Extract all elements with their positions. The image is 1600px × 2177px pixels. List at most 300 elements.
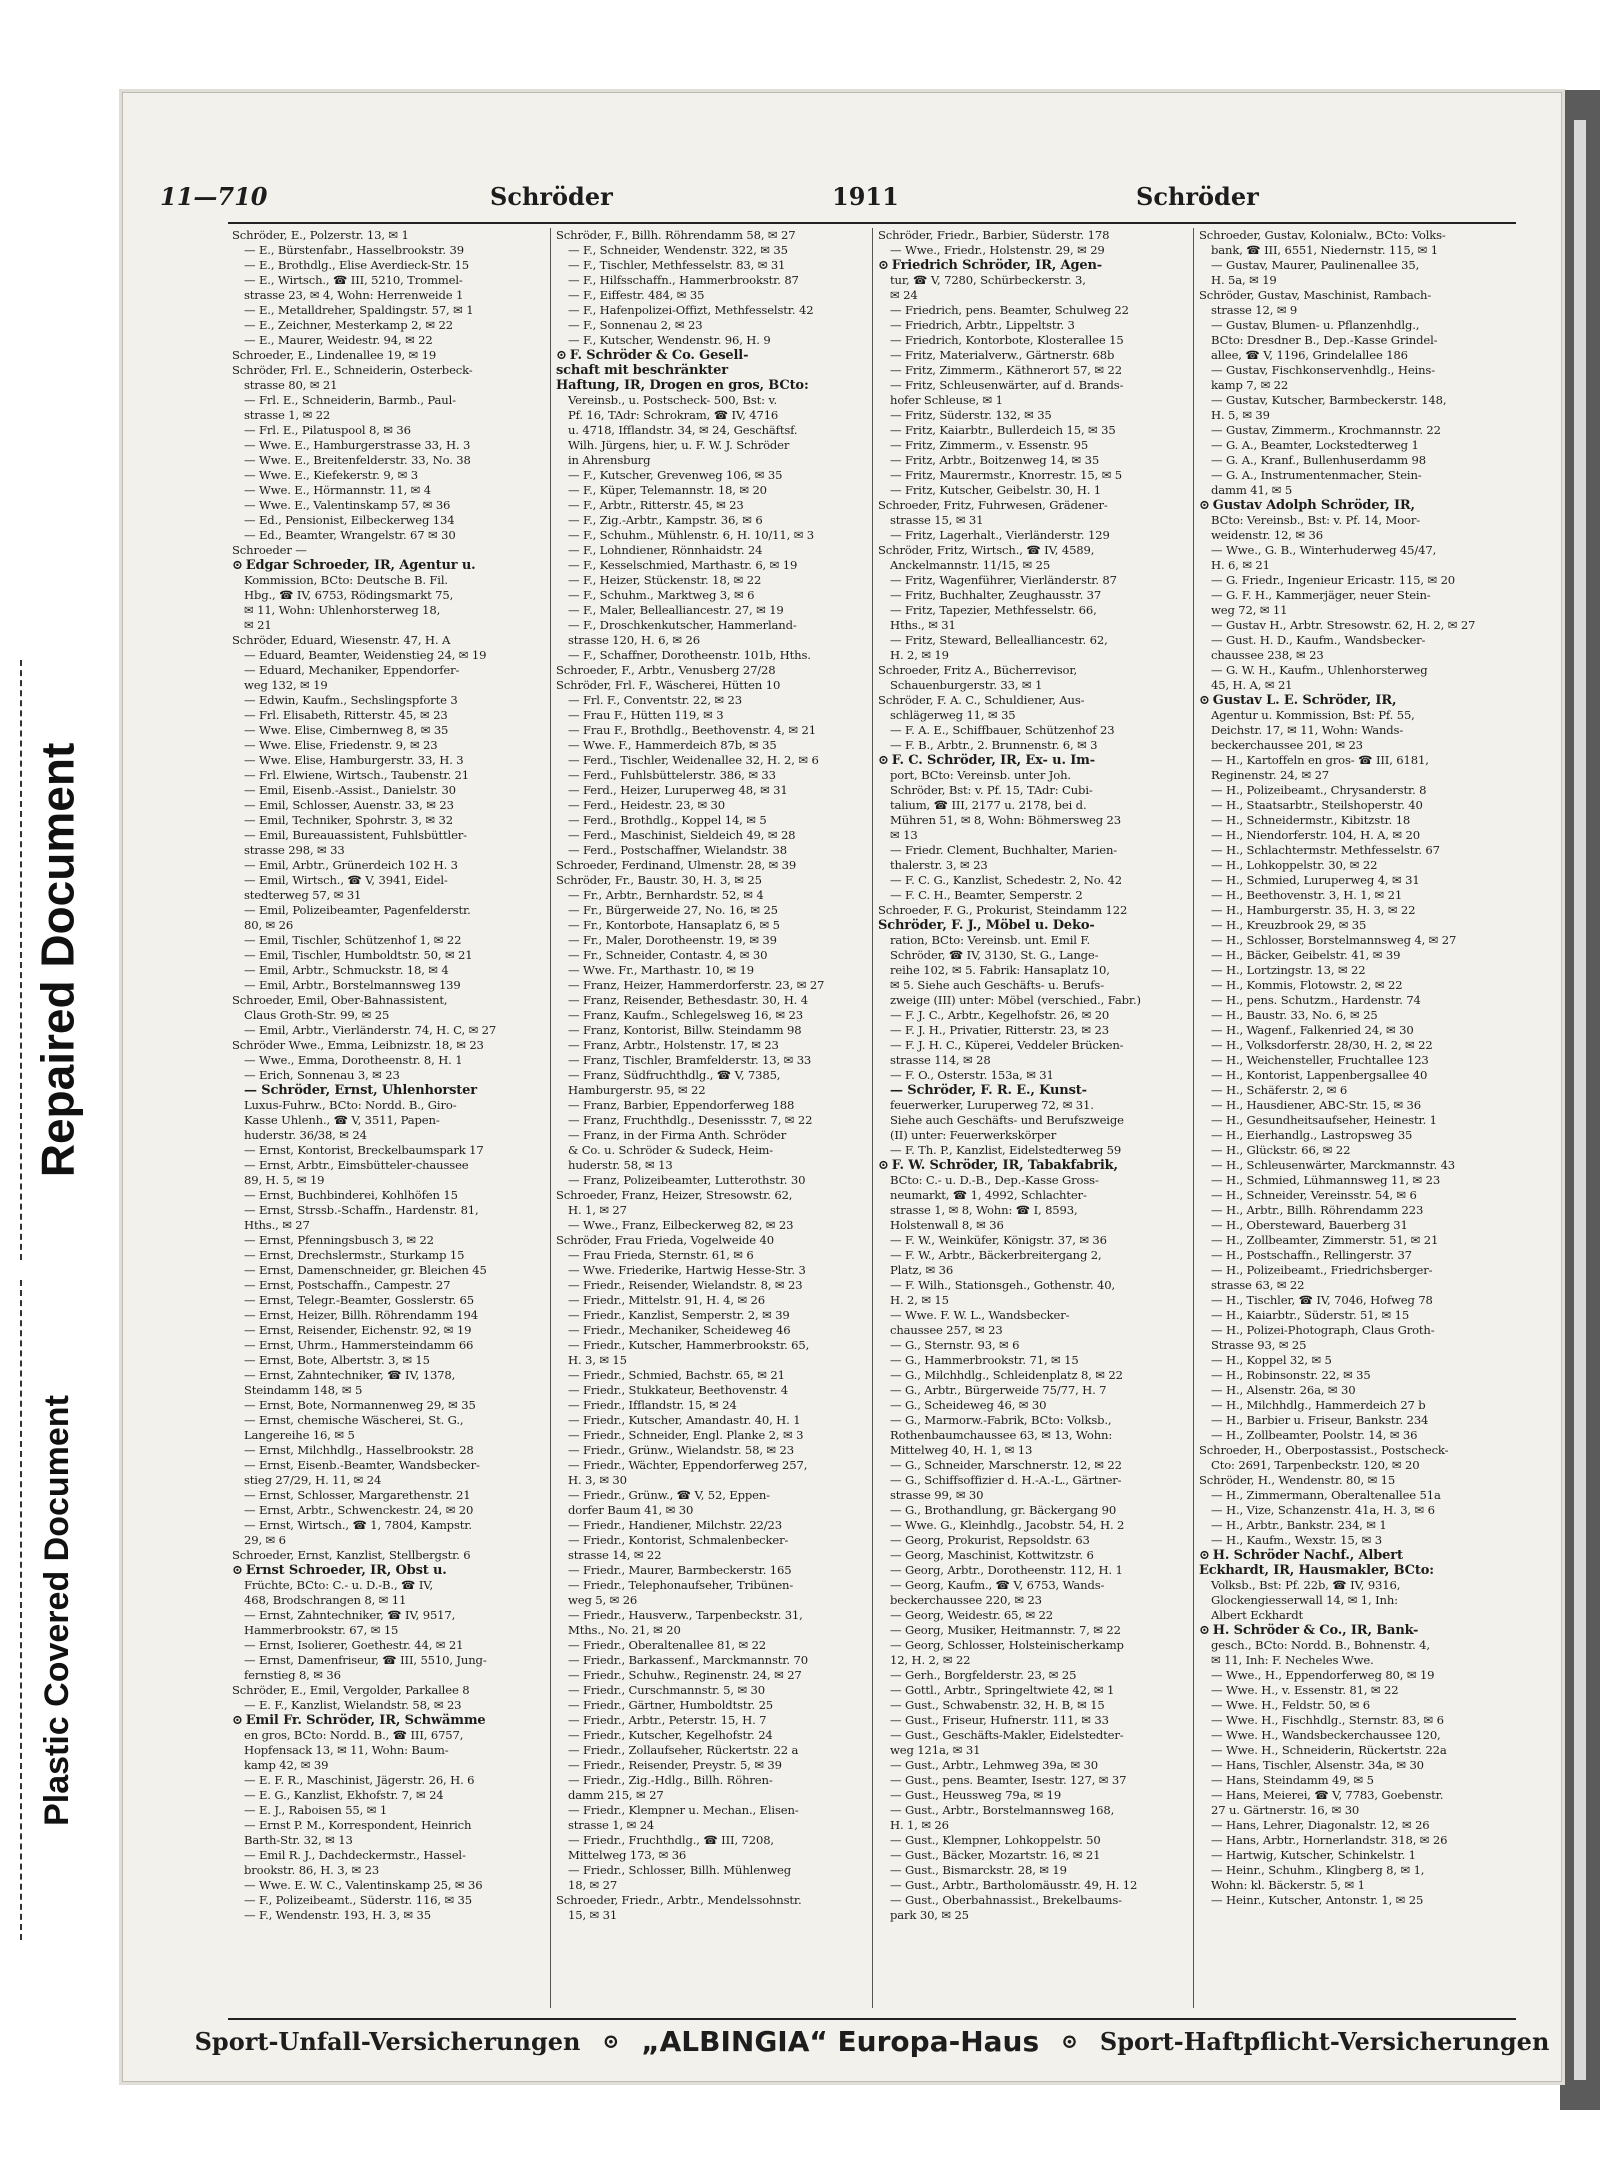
directory-entry [1199,633,1515,648]
entry-text: H. 3, ✉ 30 [568,1473,627,1487]
directory-entry [1199,693,1515,708]
entry-text: 18, ✉ 27 [568,1878,618,1892]
entry-text: — Fritz, Buchhalter, Zeughausstr. 37 [890,588,1102,602]
entry-text: — H., Polizeibeamt., Friedrichsberger- [1211,1263,1433,1277]
directory-entry [878,468,1194,483]
directory-entry [556,1533,872,1548]
directory-entry [1199,678,1515,693]
entry-text: Schroeder, Gustav, Kolonialw., BCto: Volks- [1199,228,1446,242]
entry-text: — Fritz, Kutscher, Geibelstr. 30, H. 1 [890,483,1102,497]
directory-entry [1199,1503,1515,1518]
directory-entry [1199,1248,1515,1263]
directory-entry [232,693,548,708]
entry-text: — G., Scheideweg 46, ✉ 30 [890,1398,1047,1412]
directory-column-2 [556,228,872,2008]
directory-entry [1199,483,1515,498]
entry-text: — H., pens. Schutzm., Hardenstr. 74 [1211,993,1421,1007]
entry-text: — Wwe. Friederike, Hartwig Hesse-Str. 3 [568,1263,806,1277]
directory-entry [232,1893,548,1908]
directory-entry [1199,618,1515,633]
entry-text: — Friedr., Oberaltenallee 81, ✉ 22 [568,1638,767,1652]
directory-entry [878,1158,1194,1173]
entry-text: — G. W. H., Kaufm., Uhlenhorsterweg [1211,663,1428,677]
entry-text: — Wwe., G. B., Winterhuderweg 45/47, [1211,543,1437,557]
directory-entry [556,1398,872,1413]
directory-entry [232,1773,548,1788]
entry-text: — H., Kreuzbrook 29, ✉ 35 [1211,918,1367,932]
entry-text: — Friedr., Grünw., ☎ V, 52, Eppen- [568,1488,770,1502]
entry-text: — Eduard, Beamter, Weidenstieg 24, ✉ 19 [244,648,487,662]
directory-entry [878,888,1194,903]
entry-text: Mittelweg 40, H. 1, ✉ 13 [890,1443,1033,1457]
entry-text: Langereihe 16, ✉ 5 [244,1428,355,1442]
entry-text: — Friedr., Hausverw., Tarpenbeckstr. 31, [568,1608,803,1622]
entry-text: — Fritz, Steward, Bellealliancestr. 62, [890,633,1108,647]
entry-text: — Friedr., Fruchthdlg., ☎ III, 7208, [568,1833,774,1847]
directory-entry [556,1098,872,1113]
directory-entry [1199,393,1515,408]
directory-entry [1199,1383,1515,1398]
directory-entry [1199,963,1515,978]
directory-entry [1199,948,1515,963]
entry-text: Gustav Adolph Schröder, IR, [1212,498,1415,513]
entry-text: reihe 102, ✉ 5. Fabrik: Hansaplatz 10, [890,963,1110,977]
entry-text: — Ernst, Isolierer, Goethestr. 44, ✉ 21 [244,1638,464,1652]
directory-entry [556,438,872,453]
entry-text: weg 121a, ✉ 31 [890,1743,981,1757]
directory-entry [1199,1713,1515,1728]
directory-entry [1199,1263,1515,1278]
directory-entry [878,423,1194,438]
directory-entry [878,258,1194,273]
entry-text: — E., Brothdlg., Elise Averdieck-Str. 15 [244,258,470,272]
entry-text: — Friedr., Schneider, Engl. Planke 2, ✉ 3 [568,1428,804,1442]
plastic-covered-document-label [20,1280,92,1940]
entry-text: Albert Eckhardt [1211,1608,1303,1622]
entry-text: huderstr. 58, ✉ 13 [568,1158,673,1172]
directory-entry [1199,438,1515,453]
directory-entry [878,723,1194,738]
directory-entry [1199,1863,1515,1878]
directory-entry [232,1533,548,1548]
directory-entry [556,1068,872,1083]
entry-text: Schröder, ☎ IV, 3130, St. G., Lange- [890,948,1099,962]
directory-entry [1199,1683,1515,1698]
directory-entry [1199,513,1515,528]
directory-entry [878,1578,1194,1593]
entry-text: Schroeder — [232,543,307,557]
directory-entry [232,648,548,663]
directory-entry [232,1698,548,1713]
entry-text: — Ernst, Heizer, Billh. Röhrendamm 194 [244,1308,478,1322]
entry-text: — E. G., Kanzlist, Ekhofstr. 7, ✉ 24 [244,1788,444,1802]
directory-entry [232,1233,548,1248]
entry-text: — Fritz, Materialverw., Gärtnerstr. 68b [890,348,1115,362]
directory-entry [556,1383,872,1398]
entry-text: strasse 63, ✉ 22 [1211,1278,1305,1292]
entry-text: — F. J. C., Arbtr., Kegelhofstr. 26, ✉ 20 [890,1008,1110,1022]
directory-entry [556,918,872,933]
entry-text: — Gust., Klempner, Lohkoppelstr. 50 [890,1833,1101,1847]
directory-entry [232,513,548,528]
directory-entry [232,1473,548,1488]
circle-dot-icon: ⊙ [1199,1548,1210,1563]
entry-text: Schroeder, Ernst, Kanzlist, Stellbergstr. 6 [232,1548,471,1562]
directory-entry [556,1758,872,1773]
directory-entry [232,1788,548,1803]
entry-text: — Emil, Eisenb.-Assist., Danielstr. 30 [244,783,456,797]
entry-text: 15, ✉ 31 [568,1908,618,1922]
entry-text: Schröder, Frl. F., Wäscherei, Hütten 10 [556,678,781,692]
entry-text: — Georg, Prokurist, Repsoldstr. 63 [890,1533,1090,1547]
directory-entry [232,1263,548,1278]
directory-entry [878,1503,1194,1518]
entry-text: F. W. Schröder, IR, Tabakfabrik, [891,1158,1118,1173]
entry-text: Ernst Schroeder, IR, Obst u. [245,1563,447,1578]
directory-entry [556,1818,872,1833]
directory-entry [1199,1818,1515,1833]
footer-center-ad: „ALBINGIA“ Europa-Haus [641,2024,1040,2058]
directory-entry [1199,1653,1515,1668]
directory-entry [232,1623,548,1638]
directory-entry [556,663,872,678]
entry-text: strasse 12, ✉ 9 [1211,303,1298,317]
directory-entry [232,378,548,393]
directory-entry [232,1278,548,1293]
directory-entry [556,1593,872,1608]
entry-text: — Emil, Arbtr., Borstelmannsweg 139 [244,978,461,992]
directory-entry [556,963,872,978]
entry-text: Schröder, Fr., Baustr. 30, H. 3, ✉ 25 [556,873,762,887]
directory-entry [556,933,872,948]
directory-entry [556,798,872,813]
entry-text: en gros, BCto: Nordd. B., ☎ III, 6757, [244,1728,464,1742]
entry-text: — Emil, Arbtr., Schmuckstr. 18, ✉ 4 [244,963,449,977]
entry-text: — Georg, Musiker, Heitmannstr. 7, ✉ 22 [890,1623,1121,1637]
directory-entry [878,1788,1194,1803]
entry-text: — E., Maurer, Weidestr. 94, ✉ 22 [244,333,433,347]
directory-entry [232,1803,548,1818]
directory-entry [878,663,1194,678]
entry-text: — G., Hammerbrookstr. 71, ✉ 15 [890,1353,1079,1367]
directory-entry [1199,258,1515,273]
entry-text: — Fritz, Zimmerm., Käthnerort 57, ✉ 22 [890,363,1122,377]
entry-text: Schröder, Frl. E., Schneiderin, Osterbeck- [232,363,473,377]
directory-entry [878,603,1194,618]
entry-text: — F., Polizeibeamt., Süderstr. 116, ✉ 35 [244,1893,473,1907]
entry-text: 45, H. A, ✉ 21 [1211,678,1293,692]
entry-text: Hamburgerstr. 95, ✉ 22 [568,1083,706,1097]
directory-entry [232,543,548,558]
entry-text: — Friedr., Curschmannstr. 5, ✉ 30 [568,1683,766,1697]
entry-text: strasse 23, ✉ 4, Wohn: Herrenweide 1 [244,288,464,302]
directory-entry [1199,978,1515,993]
entry-text: Schröder, Frau Frieda, Vogelweide 40 [556,1233,774,1247]
directory-entry [556,813,872,828]
directory-entry [878,1458,1194,1473]
entry-text: thalerstr. 3, ✉ 23 [890,858,988,872]
entry-text: Wohn: kl. Bäckerstr. 5, ✉ 1 [1211,1878,1365,1892]
entry-text: BCto: Dresdner B., Dep.-Kasse Grindel- [1211,333,1438,347]
entry-text: stieg 27/29, H. 11, ✉ 24 [244,1473,382,1487]
directory-entry [232,888,548,903]
entry-text: — Ernst, Strssb.-Schaffn., Hardenstr. 81, [244,1203,479,1217]
directory-entry [232,333,548,348]
footer-left-ad: Sport-Unfall-Versicherungen [194,2026,581,2056]
directory-entry [878,1683,1194,1698]
directory-entry [556,1578,872,1593]
directory-entry [556,1323,872,1338]
directory-entry [232,1353,548,1368]
entry-text: weg 72, ✉ 11 [1211,603,1288,617]
entry-text: Schröder, Gustav, Maschinist, Rambach- [1199,288,1432,302]
directory-entry [232,423,548,438]
directory-entry [556,678,872,693]
entry-text: — Erich, Sonnenau 3, ✉ 23 [244,1068,400,1082]
entry-text: — H., Glückstr. 66, ✉ 22 [1211,1143,1351,1157]
entry-text: — Wwe. Elise, Cimbernweg 8, ✉ 35 [244,723,449,737]
directory-entry [556,1563,872,1578]
directory-entry [878,1473,1194,1488]
directory-entry [1199,1578,1515,1593]
entry-text: — Wwe. E., Hörmannstr. 11, ✉ 4 [244,483,431,497]
directory-entry [1199,1293,1515,1308]
entry-text: Schroeder, H., Oberpostassist., Postscheck- [1199,1443,1449,1457]
entry-text: Schroeder, Franz, Heizer, Stresowstr. 62, [556,1188,793,1202]
entry-text: — Gust. H. D., Kaufm., Wandsbecker- [1211,633,1426,647]
directory-entry [556,993,872,1008]
entry-text: Schröder, Fritz, Wirtsch., ☎ IV, 4589, [878,543,1095,557]
directory-entry [556,1368,872,1383]
entry-text: — Fritz, Tapezier, Methfesselstr. 66, [890,603,1097,617]
entry-text: gesch., BCto: Nordd. B., Bohnenstr. 4, [1211,1638,1430,1652]
entry-text: Haftung, IR, Drogen en gros, BCto: [556,378,809,393]
entry-text: — Wwe. E., Breitenfelderstr. 33, No. 38 [244,453,471,467]
directory-entry [878,528,1194,543]
entry-text: Volksb., Bst: Pf. 22b, ☎ IV, 9316, [1211,1578,1401,1592]
entry-text: — Gustav, Blumen- u. Pflanzenhdlg., [1211,318,1420,332]
directory-entry [878,1173,1194,1188]
directory-entry [232,1383,548,1398]
entry-text: kamp 7, ✉ 22 [1211,378,1289,392]
circle-dot-icon: ⊙ [1199,498,1210,513]
entry-text: — Wwe. H., Fischhdlg., Sternstr. 83, ✉ 6 [1211,1713,1444,1727]
entry-text: — Ernst, Telegr.-Beamter, Gosslerstr. 65 [244,1293,474,1307]
directory-entry [1199,1473,1515,1488]
directory-entry [1199,783,1515,798]
entry-text: BCto: C.- u. D.-B., Dep.-Kasse Gross- [890,1173,1099,1187]
directory-entry [1199,1353,1515,1368]
directory-entry [232,348,548,363]
directory-entry [232,1518,548,1533]
entry-text: — H., Schneidermstr., Kibitzstr. 18 [1211,813,1411,827]
directory-entry [1199,1593,1515,1608]
entry-text: — Friedrich, Kontorbote, Klosterallee 15 [890,333,1124,347]
directory-entry [878,1743,1194,1758]
entry-text: — F., Arbtr., Ritterstr. 45, ✉ 23 [568,498,744,512]
directory-entry [232,1113,548,1128]
directory-entry [556,498,872,513]
entry-text: — Ernst, Damenfriseur, ☎ III, 5510, Jung- [244,1653,487,1667]
directory-entry [1199,363,1515,378]
directory-entry [232,318,548,333]
directory-entry [232,558,548,573]
directory-entry [878,303,1194,318]
directory-entry [556,1488,872,1503]
directory-entry [232,1068,548,1083]
entry-text: — Wwe. F. W. L., Wandsbecker- [890,1308,1070,1322]
directory-entry [232,258,548,273]
directory-entry [878,1023,1194,1038]
directory-entry [556,1548,872,1563]
entry-text: — F., Maler, Bellealliancestr. 27, ✉ 19 [568,603,784,617]
directory-entry [1199,1638,1515,1653]
entry-text: — Ernst, Schlosser, Margarethenstr. 21 [244,1488,471,1502]
directory-entry [1199,993,1515,1008]
entry-text: — Ernst, Eisenb.-Beamter, Wandsbecker- [244,1458,480,1472]
entry-text: — F., Eiffestr. 484, ✉ 35 [568,288,705,302]
directory-entry [1199,348,1515,363]
directory-entry [556,1308,872,1323]
footer-right-ad: Sport-Haftpflicht-Versicherungen [1099,2026,1550,2056]
entry-text: Reginenstr. 24, ✉ 27 [1211,768,1330,782]
directory-entry [1199,528,1515,543]
entry-text: — Wwe. E., Kiefekerstr. 9, ✉ 3 [244,468,418,482]
entry-text: Schröder, Friedr., Barbier, Süderstr. 178 [878,228,1110,242]
directory-entry [878,768,1194,783]
directory-entry [878,783,1194,798]
directory-entry [878,1293,1194,1308]
entry-text: — Gustav, Kutscher, Barmbeckerstr. 148, [1211,393,1447,407]
directory-entry [1199,1428,1515,1443]
directory-entry [1199,1158,1515,1173]
directory-entry [878,393,1194,408]
directory-entry [556,1863,872,1878]
entry-text: — F. Wilh., Stationsgeh., Gothenstr. 40, [890,1278,1116,1292]
directory-entry [232,1413,548,1428]
directory-entry [556,828,872,843]
entry-text: — F., Küper, Telemannstr. 18, ✉ 20 [568,483,767,497]
directory-entry [556,873,872,888]
directory-entry [878,1233,1194,1248]
directory-entry [556,1878,872,1893]
entry-text: in Ahrensburg [568,453,651,467]
directory-entry [1199,228,1515,243]
entry-text: — H., Zimmermann, Oberaltenallee 51a [1211,1488,1441,1502]
directory-entry [556,1188,872,1203]
entry-text: Mths., No. 21, ✉ 20 [568,1623,681,1637]
directory-entry [878,1428,1194,1443]
entry-text: — Franz, Südfruchthdlg., ☎ V, 7385, [568,1068,781,1082]
directory-entry [1199,1833,1515,1848]
circle-dot-icon: ⊙ [878,753,889,768]
entry-text: — Friedr., Kutscher, Hammerbrookstr. 65, [568,1338,810,1352]
entry-text: Pf. 16, TAdr: Schrokram, ☎ IV, 4716 [568,408,779,422]
entry-text: strasse 114, ✉ 28 [890,1053,991,1067]
directory-entry [232,813,548,828]
entry-text: — F., Schuhm., Mühlenstr. 6, H. 10/11, ✉ 3 [568,528,815,542]
entry-text: — F., Wendenstr. 193, H. 3, ✉ 35 [244,1908,431,1922]
entry-text: — Friedr., Barkassenf., Marckmannstr. 70 [568,1653,808,1667]
entry-text: — H., Bäcker, Geibelstr. 41, ✉ 39 [1211,948,1401,962]
entry-text: — Gustav H., Arbtr. Stresowstr. 62, H. 2, ✉ 27 [1211,618,1476,632]
entry-text: — Emil R. J., Dachdeckermstr., Hassel- [244,1848,466,1862]
directory-entry [1199,1023,1515,1038]
entry-text: — E., Wirtsch., ☎ III, 5210, Trommel- [244,273,463,287]
entry-text: — Ernst, Drechslermstr., Sturkamp 15 [244,1248,465,1262]
entry-text: zweige (III) unter: Möbel (verschied., Fabr.) [890,993,1141,1007]
directory-entry [1199,378,1515,393]
directory-entry [878,1008,1194,1023]
entry-text: — Friedr., Gärtner, Humboldtstr. 25 [568,1698,774,1712]
directory-entry [232,393,548,408]
entry-text: — H., Barbier u. Friseur, Bankstr. 234 [1211,1413,1429,1427]
directory-entry [232,993,548,1008]
entry-text: park 30, ✉ 25 [890,1908,969,1922]
entry-text: — Emil, Arbtr., Grünerdeich 102 H. 3 [244,858,458,872]
entry-text: — Emil, Tischler, Schützenhof 1, ✉ 22 [244,933,462,947]
directory-entry [878,1353,1194,1368]
entry-text: strasse 1, ✉ 24 [568,1818,655,1832]
entry-text: — H., Schmied, Lühmannsweg 11, ✉ 23 [1211,1173,1441,1187]
directory-entry [1199,543,1515,558]
entry-text: — H., Polizeibeamt., Chrysanderstr. 8 [1211,783,1427,797]
directory-entry [232,738,548,753]
circle-dot-icon: ⊙ [232,558,243,573]
entry-text: — E. F., Kanzlist, Wielandstr. 58, ✉ 23 [244,1698,462,1712]
entry-text: H. Schröder & Co., IR, Bank- [1212,1623,1419,1638]
entry-text: schaft mit beschränkter [556,363,728,378]
directory-entry [878,1053,1194,1068]
directory-entry [1199,1203,1515,1218]
entry-text: — F., Lohndiener, Rönnhaidstr. 24 [568,543,763,557]
entry-text: — F. Th. P., Kanzlist, Eidelstedterweg 59 [890,1143,1122,1157]
entry-text: — Fritz, Süderstr. 132, ✉ 35 [890,408,1052,422]
entry-text: — Gust., Geschäfts-Makler, Eidelstedter- [890,1728,1124,1742]
directory-entry [556,378,872,393]
directory-entry [1199,768,1515,783]
directory-entry [232,783,548,798]
entry-text: — Franz, Kaufm., Schlegelsweg 16, ✉ 23 [568,1008,803,1022]
entry-text: strasse 1, ✉ 8, Wohn: ☎ I, 8593, [890,1203,1078,1217]
directory-entry [1199,1548,1515,1563]
directory-entry [232,1638,548,1653]
circle-dot-icon: ⊙ [556,348,567,363]
directory-entry [1199,918,1515,933]
directory-entry [232,603,548,618]
entry-text: Schroeder, Ferdinand, Ulmenstr. 28, ✉ 39 [556,858,797,872]
directory-entry [878,873,1194,888]
side-labels [0,660,112,1940]
directory-entry [232,1848,548,1863]
directory-entry [878,1548,1194,1563]
entry-text: brookstr. 86, H. 3, ✉ 23 [244,1863,380,1877]
circle-dot-icon: ⊙ [232,1563,243,1578]
directory-entry [878,378,1194,393]
header-left-name: Schröder [490,182,613,211]
entry-text: — H., Schleusenwärter, Marckmannstr. 43 [1211,1158,1456,1172]
directory-entry [878,618,1194,633]
directory-entry [1199,1308,1515,1323]
entry-text: Gustav L. E. Schröder, IR, [1212,693,1397,708]
directory-entry [1199,798,1515,813]
entry-text: — Gust., Arbtr., Bartholomäusstr. 49, H. 12 [890,1878,1138,1892]
directory-entry [878,453,1194,468]
entry-text: Hammerbrookstr. 67, ✉ 15 [244,1623,399,1637]
directory-entry [232,663,548,678]
entry-text: Schroeder, Friedr., Arbtr., Mendelssohnstr. [556,1893,802,1907]
entry-text: Emil Fr. Schröder, IR, Schwämme [245,1713,486,1728]
